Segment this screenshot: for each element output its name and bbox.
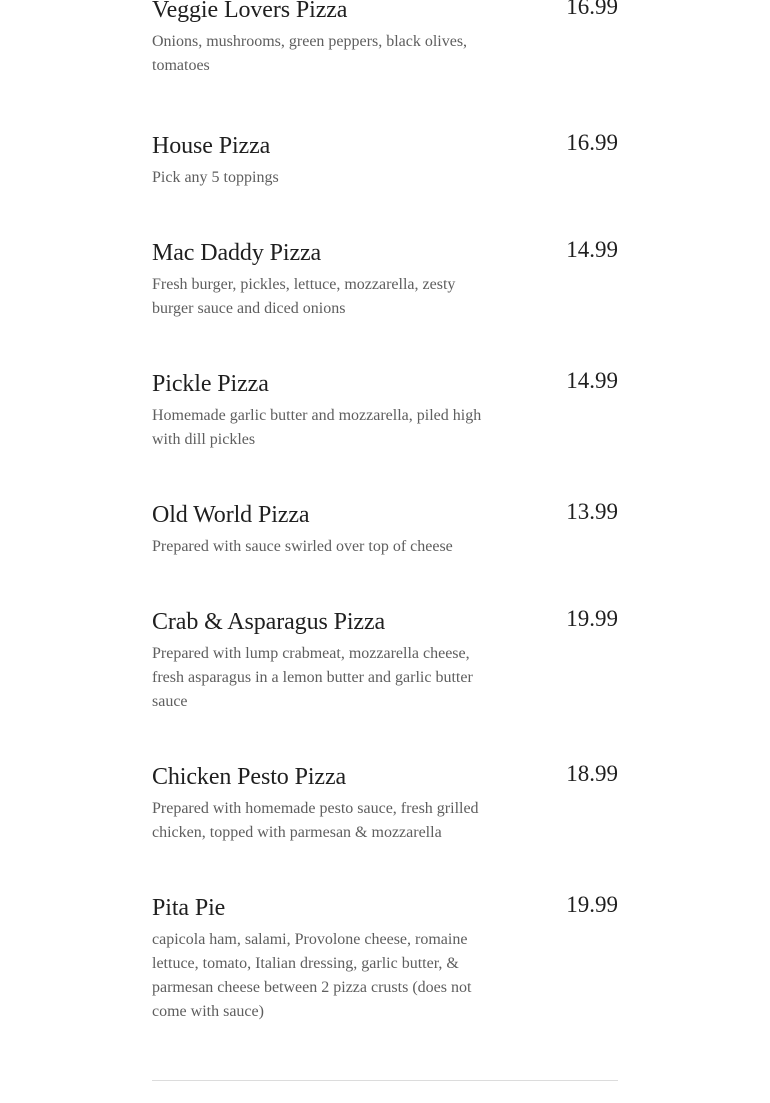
menu-item xyxy=(152,0,618,131)
item-name: Chicken Pesto Pizza xyxy=(152,764,347,790)
item-price: 14.99 xyxy=(566,237,618,262)
item-name: Crab & Asparagus Pizza xyxy=(152,609,386,635)
item-description: Onions, mushrooms, green peppers, black olives, tomatoes xyxy=(152,33,468,74)
item-name: Veggie Lovers Pizza xyxy=(152,0,348,23)
menu-item xyxy=(152,131,618,238)
item-description: Prepared with homemade pesto sauce, fresh grilled chicken, topped with parmesan & mozzarella xyxy=(152,800,479,841)
item-description: Homemade garlic butter and mozzarella, piled high with dill pickles xyxy=(152,407,482,448)
item-price: 19.99 xyxy=(566,606,618,631)
item-name: Old World Pizza xyxy=(152,502,310,528)
menu-item xyxy=(152,500,618,607)
menu-item xyxy=(152,607,618,762)
item-description: Prepared with sauce swirled over top of cheese xyxy=(152,538,453,555)
item-price: 14.99 xyxy=(566,368,618,393)
item-description: Fresh burger, pickles, lettuce, mozzarella, zesty burger sauce and diced onions xyxy=(152,276,456,317)
item-price: 16.99 xyxy=(566,0,618,19)
menu-list xyxy=(152,0,618,1053)
item-price: 18.99 xyxy=(566,761,618,786)
item-description: capicola ham, salami, Provolone cheese, romaine lettuce, tomato, Italian dressing, garlic butter, & parmesan cheese between 2 pizza crusts (does not come with sauce) xyxy=(152,931,472,1020)
menu-item xyxy=(152,762,618,893)
item-name: Mac Daddy Pizza xyxy=(152,240,322,266)
item-name: House Pizza xyxy=(152,133,271,159)
item-price: 13.99 xyxy=(566,499,618,524)
menu-item xyxy=(152,238,618,369)
section-divider xyxy=(152,1080,618,1081)
item-price: 16.99 xyxy=(566,130,618,155)
menu-item xyxy=(152,893,618,1053)
item-name: Pita Pie xyxy=(152,895,226,921)
item-description: Prepared with lump crabmeat, mozzarella cheese, fresh asparagus in a lemon butter and garlic butter sauce xyxy=(152,645,473,710)
item-description: Pick any 5 toppings xyxy=(152,169,279,186)
item-price: 19.99 xyxy=(566,892,618,917)
item-name: Pickle Pizza xyxy=(152,371,269,397)
menu-item xyxy=(152,369,618,500)
